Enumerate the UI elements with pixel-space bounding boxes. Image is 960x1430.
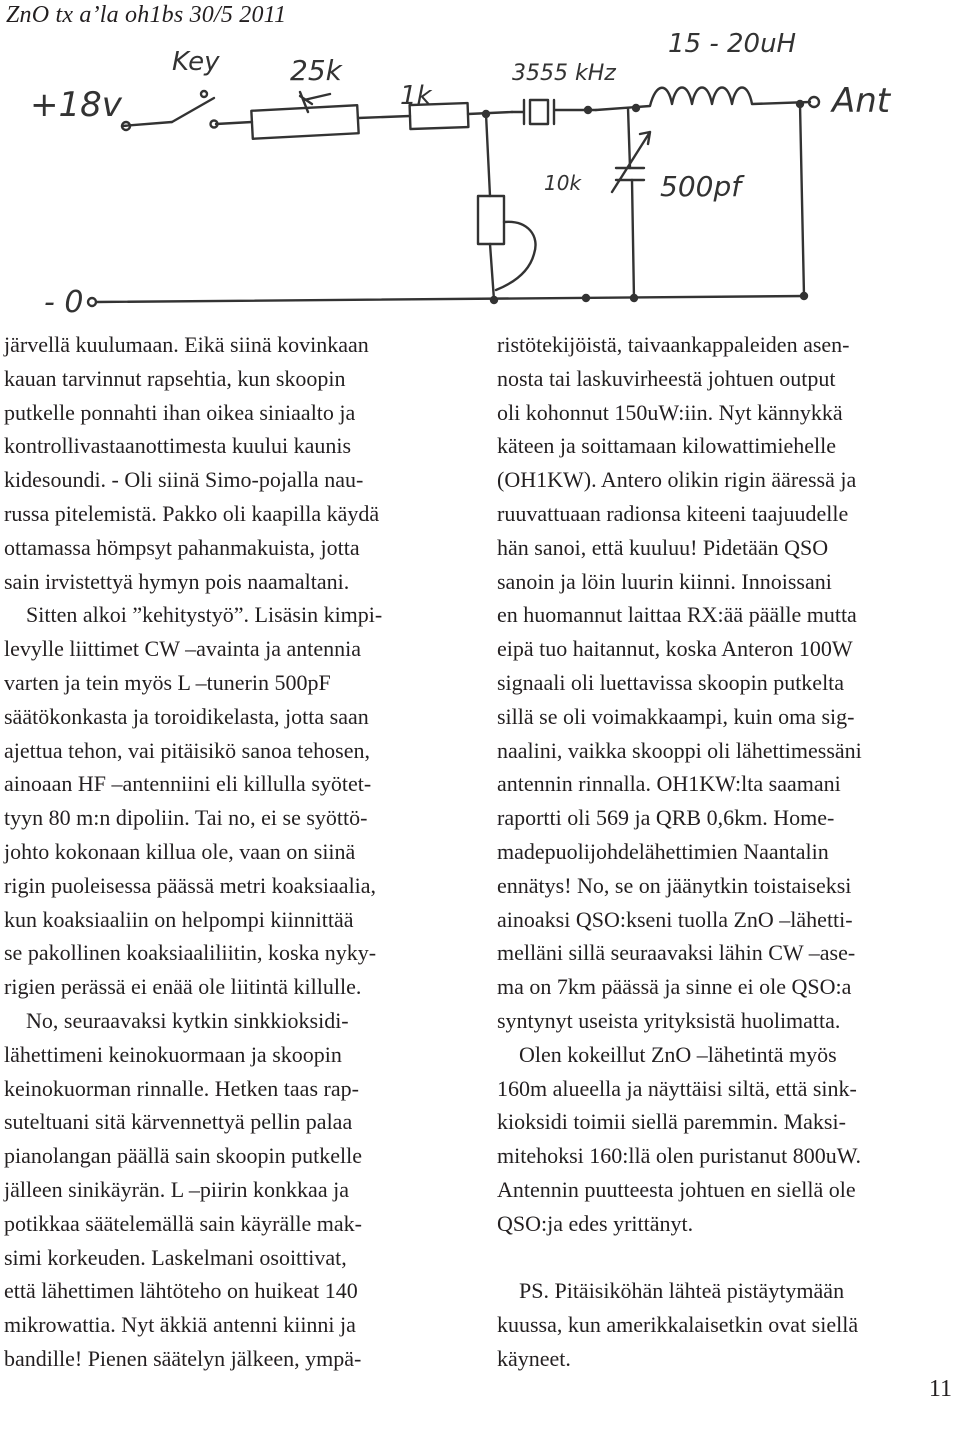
text-line: hän sanoi, että kuuluu! Pidetään QSO (497, 534, 829, 560)
text-line: potikkaa säätelemällä sain käyrälle mak- (4, 1210, 362, 1236)
bias-resistor-label: 10k (544, 171, 582, 195)
pot-label: 25k (290, 54, 342, 87)
text-line: käteen ja soittamaan kilowattimiehelle (497, 433, 837, 459)
text-line: syntynyt useista yrityksistä huolimatta. (497, 1007, 841, 1033)
scope-loop (496, 222, 536, 290)
key-switch (172, 98, 214, 122)
text-line: ennätys! No, se on jäänytkin toistaiseksi (497, 872, 852, 898)
trimmer-label: 500pf (660, 170, 742, 203)
text-line: jälleen sinikäyrän. L –piirin konkkaa ja (4, 1176, 349, 1202)
ground-label: - 0 (44, 285, 84, 320)
page-number: 11 (928, 1376, 952, 1402)
figure-caption: ZnO tx a’la oh1bs 30/5 2011 (6, 2, 287, 28)
text-line: lähettimeni keinokuormaan ja skoopin (4, 1041, 342, 1067)
text-line: ristötekijöistä, taivaankappaleiden asen- (497, 332, 850, 357)
text-line: ajettua tehon, vai pitäisikö sanoa tehosen, (4, 737, 370, 763)
text-line: kontrollivastaanottimesta kuului kaunis (4, 433, 352, 459)
junction-dot (583, 295, 589, 301)
left-text-column (4, 328, 474, 1376)
text-line: sanoin ja löin luurin kiinni. Innoissani (497, 568, 832, 594)
text-line: tyyn 80 m:n dipoliin. Tai no, ei se syöttö- (4, 805, 368, 831)
bias-lead-bottom (490, 244, 494, 300)
text-line: järvellä kuulumaan. Eikä siinä kovinkaan (4, 332, 369, 357)
text-line: kun koaksiaaliin on helpompi kiinnittää (4, 906, 354, 932)
resistor-label: 1k (400, 81, 432, 111)
text-line: säätökonkasta ja toroidikelasta, jotta saan (4, 703, 369, 729)
text-line: eipä tuo haitannut, koska Anteron 100W (497, 636, 853, 662)
text-line: että lähettimen lähtöteho on huikeat 140 (4, 1278, 358, 1304)
text-line: suteltuani sitä kärvennettyä pellin palaa (4, 1109, 353, 1135)
text-line: ainoaksi QSO:kseni tuolla ZnO –lähetti- (497, 906, 853, 932)
text-line: PS. Pitäisiköhän lähteä pistäytymään (519, 1278, 845, 1304)
text-line: pianolangan päällä sain skoopin putkelle (4, 1143, 363, 1169)
text-line: ainoaan HF –antenniini eli killulla syötet- (4, 771, 372, 797)
text-line: simi korkeuden. Laskelmani osoittivat, (4, 1244, 347, 1270)
bias-lead (486, 114, 490, 196)
text-line: kioksidi toimii siellä paremmin. Maksi- (497, 1109, 846, 1135)
text-line: QSO:ja edes yrittänyt. (497, 1210, 694, 1236)
bias-resistor-body (478, 196, 504, 244)
text-line: kauan tarvinnut rapsehtia, kun skoopin (4, 365, 346, 391)
text-line: raportti oli 569 ja QRB 0,6km. Home- (497, 805, 835, 831)
crystal-label: 3555 kHz (512, 61, 616, 86)
text-line: No, seuraavaksi kytkin sinkkioksidi- (26, 1007, 349, 1033)
text-line: Antennin puutteesta johtuen en siellä ole (497, 1176, 856, 1202)
pot-lead-right (358, 116, 410, 118)
text-line: Olen kokeillut ZnO –lähetintä myös (519, 1041, 837, 1067)
text-line: 160m alueella ja näyttäisi siltä, että sink- (497, 1075, 857, 1101)
text-line: ottamassa hömpsyt pahanmakuista, jotta (4, 534, 360, 560)
text-line: ma on 7km päässä ja sinne ei ole QSO:a (497, 974, 852, 1000)
text-line: putkelle ponnahti ihan oikea siniaalto ja (4, 399, 356, 425)
text-line: signaali oli luettavissa skoopin putkelta (497, 669, 845, 695)
blank-line (497, 1241, 957, 1275)
text-line: se pakollinen koaksiaaliliitin, koska nyky- (4, 940, 377, 966)
text-line: mikrowattia. Nyt äkkiä antenni kiinni ja (4, 1312, 356, 1338)
text-line: nosta tai laskuvirheestä johtuen output (497, 365, 836, 391)
text-line: rigin puoleisessa päässä metri koaksiaalia, (4, 872, 377, 898)
text-line: kuussa, kun amerikkalaisetkin ovat siellä (497, 1312, 859, 1338)
text-line: melläni sillä seuraavaksi lähin CW –ase- (497, 940, 856, 966)
key-label: Key (172, 47, 220, 77)
text-line: keinokuorman rinnalle. Hetken taas rap- (4, 1075, 359, 1101)
text-line: johto kokonaan killua ole, vaan on siinä (4, 838, 356, 864)
text-line: sillä se oli voimakkaampi, kuin oma sig- (497, 703, 855, 729)
text-line: sain irvistettyä hymyn pois naamaltani. (4, 568, 350, 594)
text-line: russa pitelemistä. Pakko oli kaapilla käydä (4, 500, 380, 526)
junction-dot (491, 297, 497, 303)
output-lead (800, 104, 804, 296)
key-pivot (201, 91, 207, 97)
text-line: oli kohonnut 150uW:iin. Nyt kännykkä (497, 399, 843, 425)
junction-dot (631, 295, 637, 301)
text-line: en huomannut laittaa RX:ää päälle mutta (497, 602, 857, 628)
antenna-label: Ant (832, 81, 891, 121)
pot-lead-left (216, 122, 252, 124)
text-line: kidesoundi. - Oli siinä Simo-pojalla nau- (4, 467, 364, 493)
junction-dot (585, 107, 591, 113)
text-line: bandille! Pienen säätelyn jälkeen, ympä- (4, 1345, 362, 1371)
text-line: antennin rinnalla. OH1KW:lta saamani (497, 771, 841, 797)
text-line: rigien perässä ei enää ole liitintä killulle. (4, 974, 362, 1000)
coil-winding (596, 88, 810, 111)
coil-label: 15 - 20uH (668, 29, 797, 59)
text-line: levylle liittimet CW –avainta ja antennia (4, 636, 361, 662)
ground-wire (96, 296, 806, 302)
circuit-schematic (0, 0, 960, 320)
potentiometer-body (251, 105, 358, 139)
text-line: naalini, vaikka skooppi oli lähettimessäni (497, 737, 862, 763)
crystal-element (512, 100, 596, 124)
ground-terminal (88, 298, 96, 306)
trimmer-lead-bottom (632, 180, 634, 300)
right-text-column (497, 328, 957, 1376)
text-line: varten ja tein myös L –tunerin 500pF (4, 669, 331, 695)
trimmer-lead-top (628, 108, 630, 168)
text-line: käyneet. (497, 1345, 571, 1371)
text-line: (OH1KW). Antero olikin rigin ääressä ja (497, 467, 857, 493)
text-line: madepuolijohdelähettimien Naantalin (497, 838, 829, 864)
text-line: mitehoksi 160:llä olen puristanut 800uW. (497, 1143, 861, 1169)
supply-label: +18v (30, 85, 122, 125)
text-line: ruuvattuaan radionsa kiteeni taajuudelle (497, 500, 849, 526)
junction-dot (801, 293, 807, 299)
text-line: Sitten alkoi ”kehitystyö”. Lisäsin kimpi- (26, 602, 383, 628)
